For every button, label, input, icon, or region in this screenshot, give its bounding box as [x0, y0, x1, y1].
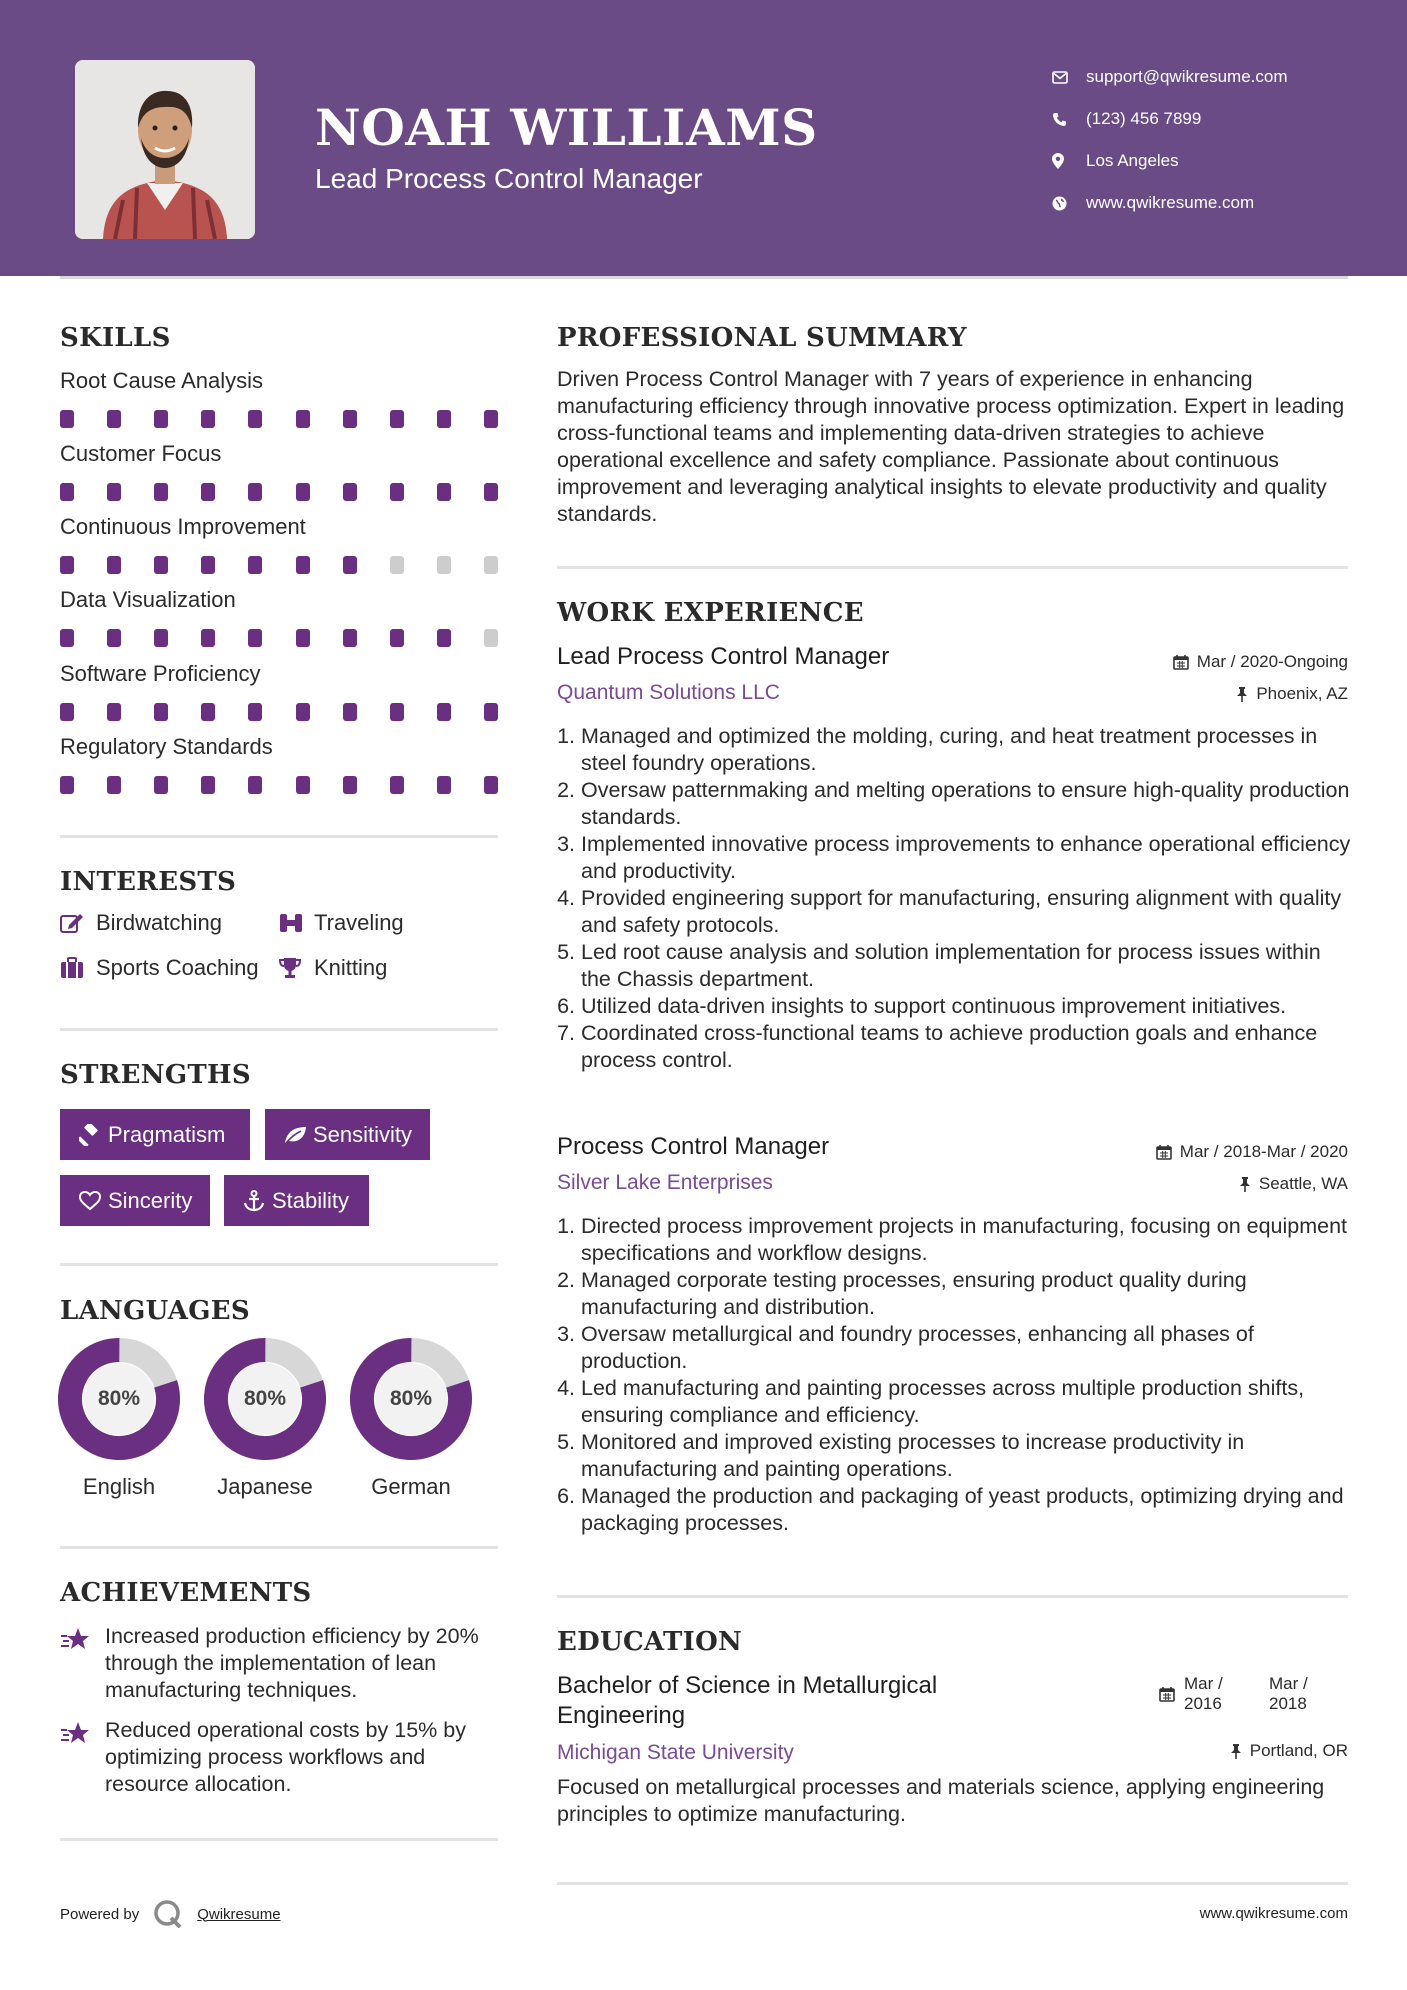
rating-dot-filled: [154, 410, 168, 428]
section-divider: [60, 1263, 498, 1266]
rating-dot-filled: [248, 629, 262, 647]
job-bullet: 5. Monitored and improved existing processes to increase productivity in manufacturing and painting operations.: [557, 1430, 1245, 1481]
binoculars-icon: [278, 912, 314, 934]
section-divider: [60, 1838, 498, 1841]
interest-item: [278, 955, 387, 981]
job-dates-text: Mar / 2018-Mar / 2020: [1179, 1142, 1348, 1161]
header-divider: [60, 276, 1348, 279]
language-percent: 80%: [243, 1387, 287, 1410]
briefcase-icon: [60, 957, 96, 979]
gavel-icon: [72, 1124, 108, 1146]
education-description: Focused on metallurgical processes and materials science, applying engineering principles to optimize manufacturing.: [557, 1775, 1325, 1826]
rating-dot-filled: [201, 703, 215, 721]
skill-name: Continuous Improvement: [60, 514, 306, 539]
rating-dot-filled: [343, 556, 357, 574]
section-divider: [557, 1882, 1348, 1885]
powered-by-label: Powered by: [60, 1905, 140, 1923]
education-location: [1230, 1741, 1348, 1761]
rating-dot-filled: [248, 410, 262, 428]
rating-dot-filled: [390, 410, 404, 428]
job-bullet: 2. Oversaw patternmaking and melting operations to ensure high-quality production standards.: [557, 778, 1350, 829]
job-bullet: 6. Utilized data-driven insights to support continuous improvement initiatives.: [557, 994, 1287, 1018]
rating-dot-filled: [484, 483, 498, 501]
phone-icon: [1052, 112, 1086, 127]
pushpin-icon: [1239, 1176, 1251, 1192]
language-name: English: [82, 1474, 156, 1499]
contact-website-text: www.qwikresume.com: [1086, 193, 1255, 212]
language-percent: 80%: [389, 1387, 433, 1410]
skill-rating: [60, 776, 498, 794]
rating-dot-filled: [60, 703, 74, 721]
job-bullet: 3. Implemented innovative process improvements to enhance operational efficiency and productivity.: [557, 832, 1351, 883]
rating-dot-filled: [343, 410, 357, 428]
rating-dot-filled: [296, 703, 310, 721]
contact-list: [1052, 56, 1382, 224]
location-pin-icon: [1052, 153, 1086, 169]
rating-dot-filled: [154, 629, 168, 647]
skill-name: Data Visualization: [60, 587, 236, 612]
experience-title: WORK EXPERIENCE: [557, 598, 864, 628]
rating-dot-filled: [154, 776, 168, 794]
contact-phone-text: (123) 456 7899: [1086, 109, 1202, 128]
section-divider: [60, 835, 498, 838]
skill-name: Regulatory Standards: [60, 734, 273, 759]
skill-rating: [60, 703, 498, 721]
star-icon: [60, 1623, 105, 1704]
resume-header: [0, 0, 1407, 276]
job-dates-text: Mar / 2020-Ongoing: [1196, 652, 1348, 671]
rating-dot-filled: [154, 483, 168, 501]
contact-email[interactable]: [1052, 56, 1382, 98]
job-location: [1239, 1174, 1348, 1194]
rating-dot-empty: [484, 556, 498, 574]
rating-dot-filled: [60, 410, 74, 428]
contact-location-text: Los Angeles: [1086, 151, 1179, 170]
job-bullets: [553, 723, 1353, 1074]
job-bullet: 5. Led root cause analysis and solution implementation for process issues within the Chassis department.: [557, 940, 1321, 991]
skill-rating: [60, 556, 498, 574]
rating-dot-filled: [296, 410, 310, 428]
footer-url[interactable]: www.qwikresume.com: [1199, 1905, 1348, 1922]
section-divider: [557, 1595, 1348, 1598]
contact-location: [1052, 140, 1382, 182]
rating-dot-filled: [201, 629, 215, 647]
trophy-icon: [278, 957, 314, 979]
company-name[interactable]: Quantum Solutions LLC: [557, 681, 780, 704]
rating-dot-filled: [437, 776, 451, 794]
school-name[interactable]: Michigan State University: [557, 1741, 794, 1764]
skill-name: Software Proficiency: [60, 661, 261, 686]
language-name: German: [371, 1474, 451, 1499]
company-name[interactable]: Silver Lake Enterprises: [557, 1171, 773, 1194]
anchor-icon: [236, 1190, 272, 1212]
star-icon: [60, 1717, 105, 1798]
achievements-title: ACHIEVEMENTS: [60, 1578, 312, 1608]
rating-dot-filled: [343, 776, 357, 794]
education-end-year: 2018: [1269, 1694, 1307, 1713]
skill-item: [60, 587, 498, 647]
contact-phone[interactable]: [1052, 98, 1382, 140]
rating-dot-filled: [484, 776, 498, 794]
rating-dot-filled: [437, 629, 451, 647]
summary-title: PROFESSIONAL SUMMARY: [557, 323, 967, 353]
language-name: Japanese: [217, 1474, 313, 1499]
rating-dot-filled: [437, 703, 451, 721]
rating-dot-filled: [107, 410, 121, 428]
degree-line-1: Bachelor of Science in Metallurgical: [557, 1672, 938, 1699]
interest-item: [60, 955, 259, 981]
strength-label: Pragmatism: [108, 1121, 226, 1147]
rating-dot-filled: [107, 483, 121, 501]
contact-email-text: support@qwikresume.com: [1086, 67, 1288, 86]
skill-rating: [60, 410, 498, 428]
job-bullet: 7. Coordinated cross-functional teams to achieve production goals and enhance process control.: [557, 1021, 1318, 1072]
rating-dot-filled: [296, 629, 310, 647]
strength-label: Sensitivity: [313, 1121, 413, 1147]
job-bullet: 4. Led manufacturing and painting processes across multiple production shifts, ensuring compliance and efficiency.: [557, 1376, 1305, 1427]
rating-dot-filled: [60, 483, 74, 501]
education-start-month: Mar /: [1184, 1674, 1223, 1693]
education-location-text: Portland, OR: [1249, 1741, 1348, 1760]
calendar-icon: [1173, 654, 1189, 670]
rating-dot-filled: [107, 703, 121, 721]
language-item: [350, 1338, 472, 1500]
calendar-icon: [1159, 1686, 1175, 1707]
strength-chip: [265, 1109, 430, 1160]
rating-dot-empty: [437, 556, 451, 574]
achievement-text: Increased production efficiency by 20% through the implementation of lean manufacturing techniques.: [105, 1624, 479, 1702]
rating-dot-filled: [248, 483, 262, 501]
rating-dot-filled: [296, 483, 310, 501]
education-dates: [1159, 1674, 1349, 1718]
job-bullet: 2. Managed corporate testing processes, ensuring product quality during manufacturing and distribution.: [557, 1268, 1247, 1319]
rating-dot-filled: [60, 629, 74, 647]
rating-dot-filled: [201, 410, 215, 428]
rating-dot-filled: [107, 776, 121, 794]
job-title: Process Control Manager: [557, 1133, 830, 1160]
rating-dot-filled: [154, 556, 168, 574]
rating-dot-filled: [248, 556, 262, 574]
rating-dot-filled: [248, 776, 262, 794]
rating-dot-filled: [154, 703, 168, 721]
candidate-name: NOAH WILLIAMS: [315, 98, 818, 157]
rating-dot-filled: [390, 776, 404, 794]
job-bullets: [553, 1213, 1353, 1537]
rating-dot-filled: [248, 703, 262, 721]
rating-dot-filled: [60, 556, 74, 574]
person-portrait-icon: [75, 60, 255, 239]
interests-title: INTERESTS: [60, 867, 237, 897]
rating-dot-filled: [437, 410, 451, 428]
job-dates: [1156, 1142, 1348, 1162]
job-dates: [1173, 652, 1348, 672]
job-location-text: Seattle, WA: [1258, 1174, 1348, 1193]
strength-chip: [60, 1109, 250, 1160]
skill-item: [60, 661, 498, 721]
language-item: [58, 1338, 180, 1500]
rating-dot-filled: [343, 703, 357, 721]
calendar-icon: [1156, 1144, 1172, 1160]
powered-by: [60, 1900, 281, 1928]
rating-dot-filled: [201, 776, 215, 794]
rating-dot-filled: [343, 483, 357, 501]
language-percent: 80%: [97, 1387, 141, 1410]
qwikresume-link[interactable]: Qwikresume: [197, 1905, 281, 1923]
education-start-year: 2016: [1184, 1694, 1222, 1713]
rating-dot-filled: [107, 556, 121, 574]
rating-dot-filled: [201, 556, 215, 574]
education-title: EDUCATION: [557, 1627, 743, 1657]
rating-dot-filled: [390, 483, 404, 501]
rating-dot-filled: [296, 556, 310, 574]
job-bullet: 4. Provided engineering support for manufacturing, ensuring alignment with quality and safety protocols.: [557, 886, 1342, 937]
pushpin-icon: [1230, 1743, 1242, 1759]
pushpin-icon: [1236, 686, 1248, 702]
skill-name: Root Cause Analysis: [60, 368, 263, 393]
candidate-role: Lead Process Control Manager: [315, 163, 703, 194]
skill-rating: [60, 483, 498, 501]
rating-dot-filled: [484, 410, 498, 428]
job-bullet: 1. Directed process improvement projects in manufacturing, focusing on equipment specifications and workflow designs.: [557, 1214, 1348, 1265]
skill-item: [60, 368, 498, 428]
interest-item: [60, 910, 222, 936]
mail-icon: [1052, 71, 1086, 84]
strength-label: Sincerity: [108, 1187, 193, 1213]
qwikresume-logo-icon: [153, 1900, 183, 1928]
language-item: [204, 1338, 326, 1500]
interest-label: Sports Coaching: [96, 955, 259, 980]
globe-icon: [1052, 196, 1086, 211]
rating-dot-filled: [107, 629, 121, 647]
rating-dot-empty: [484, 629, 498, 647]
rating-dot-filled: [296, 776, 310, 794]
languages-title: LANGUAGES: [60, 1296, 250, 1326]
job-location-text: Phoenix, AZ: [1256, 684, 1348, 703]
contact-website[interactable]: [1052, 182, 1382, 224]
interest-label: Knitting: [314, 955, 388, 980]
skill-item: [60, 514, 498, 574]
strength-chip: [60, 1175, 210, 1226]
rating-dot-filled: [201, 483, 215, 501]
section-divider: [60, 1028, 498, 1031]
rating-dot-filled: [437, 483, 451, 501]
section-divider: [557, 566, 1348, 569]
section-divider: [60, 1546, 498, 1549]
strength-label: Stability: [272, 1187, 350, 1213]
edit-icon: [60, 912, 96, 934]
rating-dot-filled: [390, 703, 404, 721]
strength-chip: [224, 1175, 369, 1226]
heart-icon: [72, 1191, 108, 1211]
interest-item: [278, 910, 404, 936]
summary-text: Driven Process Control Manager with 7 years of experience in enhancing manufacturing efficiency through innovative process optimization. Expert in leading cross-functional teams and implementing data-driven strategies to achieve operational excellence and safety compliance. Passionate about continuous improvement and leveraging analytical insights to elevate productivity and quality standards.: [557, 367, 1345, 526]
rating-dot-filled: [343, 629, 357, 647]
skill-item: [60, 734, 498, 794]
skill-name: Customer Focus: [60, 441, 222, 466]
degree-line-2: Engineering: [557, 1702, 686, 1729]
rating-dot-filled: [60, 776, 74, 794]
job-location: [1236, 684, 1348, 704]
achievement-item: [60, 1717, 500, 1798]
interest-label: Traveling: [314, 910, 404, 935]
leaf-icon: [277, 1125, 313, 1145]
job-title: Lead Process Control Manager: [557, 643, 890, 670]
rating-dot-empty: [390, 556, 404, 574]
skills-title: SKILLS: [60, 323, 171, 353]
achievement-text: Reduced operational costs by 15% by optimizing process workflows and resource allocation.: [105, 1718, 466, 1796]
strengths-title: STRENGTHS: [60, 1060, 251, 1090]
achievement-item: [60, 1623, 500, 1704]
profile-photo: [75, 60, 255, 239]
skill-rating: [60, 629, 498, 647]
job-bullet: 6. Managed the production and packaging of yeast products, optimizing drying and packaging processes.: [557, 1484, 1344, 1535]
rating-dot-filled: [390, 629, 404, 647]
rating-dot-filled: [484, 703, 498, 721]
job-bullet: 1. Managed and optimized the molding, curing, and heat treatment processes in steel foundry operations.: [557, 724, 1318, 775]
interest-label: Birdwatching: [96, 910, 222, 935]
education-end-month: Mar /: [1269, 1674, 1308, 1693]
job-bullet: 3. Oversaw metallurgical and foundry processes, enhancing all phases of production.: [557, 1322, 1254, 1373]
skill-item: [60, 441, 498, 501]
